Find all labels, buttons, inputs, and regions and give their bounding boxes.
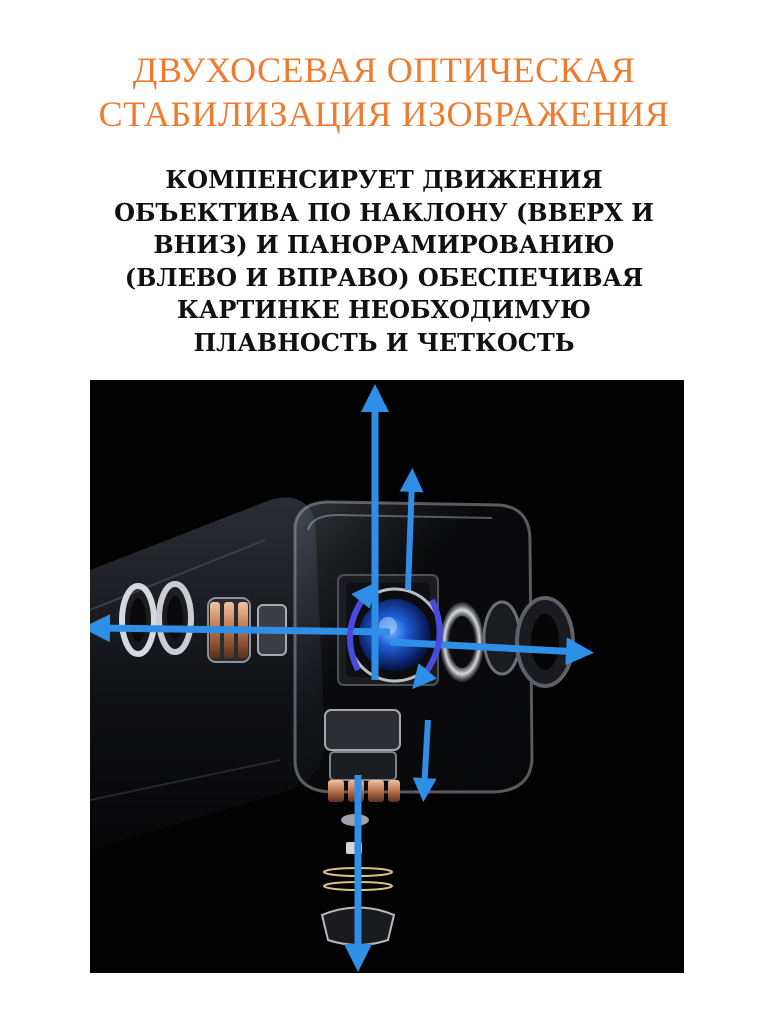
page-title <box>0 48 768 136</box>
description-line-4: (ВЛЕВО И ВПРАВО) ОБЕСПЕЧИВАЯ <box>124 262 644 292</box>
description-line-5: КАРТИНКЕ НЕОБХОДИМУЮ <box>177 295 591 324</box>
description-line-2: ОБЪЕКТИВА ПО НАКЛОНУ (ВВЕРХ И <box>114 197 654 227</box>
title-line-1: ДВУХОСЕВАЯ ОПТИЧЕСКАЯ <box>132 50 636 90</box>
title-line-2: СТАБИЛИЗАЦИЯ ИЗОБРАЖЕНИЯ <box>98 94 670 134</box>
description-line-6: ПЛАВНОСТЬ И ЧЕТКОСТЬ <box>193 327 575 357</box>
camera-module-exploded-view-icon <box>90 380 684 973</box>
axis-arrow-up-small-icon <box>408 480 412 590</box>
description-line-3: ВНИЗ) И ПАНОРАМИРОВАНИЮ <box>153 230 615 259</box>
axis-arrow-left-icon <box>96 628 390 632</box>
camera-stabilization-illustration <box>90 380 684 973</box>
feature-description <box>0 164 768 359</box>
description-line-1: КОМПЕНСИРУЕТ ДВИЖЕНИЯ <box>165 165 603 194</box>
